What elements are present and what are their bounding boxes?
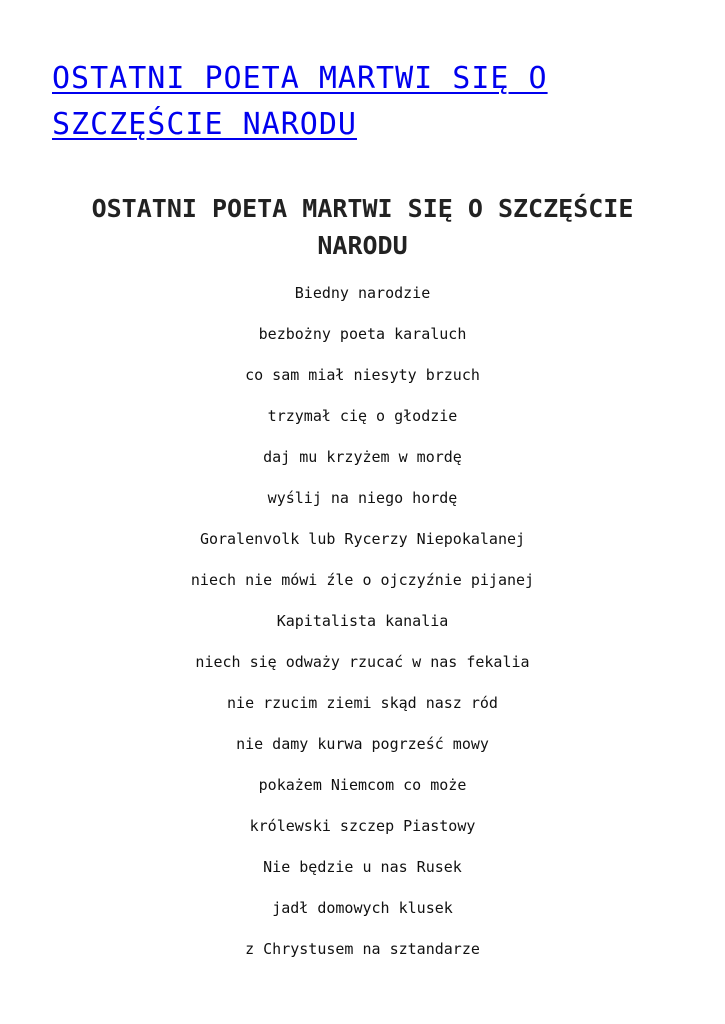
poem-line: jadł domowych klusek — [272, 899, 453, 917]
poem-line: niech nie mówi źle o ojczyźnie pijanej — [190, 571, 535, 589]
poem-line: trzymał cię o głodzie — [267, 407, 458, 425]
poem-line: Goralenvolk lub Rycerzy Niepokalanej — [199, 530, 526, 548]
poem-line: pokażem Niemcom co może — [258, 776, 467, 794]
poem-line: wyślij na niego hordę — [267, 489, 458, 507]
poem-line: Kapitalista kanalia — [276, 612, 449, 630]
page-title — [52, 56, 682, 148]
poem-line: nie damy kurwa pogrześć mowy — [236, 735, 489, 753]
poem-line: bezbożny poeta karaluch — [258, 325, 467, 343]
poem-line: co sam miał niesyty brzuch — [245, 366, 480, 384]
poem-line: z Chrystusem na sztandarze — [245, 940, 480, 958]
poem-line: Nie będzie u nas Rusek — [263, 858, 462, 876]
poem-line: daj mu krzyżem w mordę — [263, 448, 462, 466]
poem-line: Biedny narodzie — [294, 284, 431, 302]
poem-line: królewski szczep Piastowy — [249, 817, 476, 835]
poem-line: niech się odważy rzucać w nas fekalia — [195, 653, 530, 671]
post-title: OSTATNI POETA MARTWI SIĘ O SZCZĘŚCIE NARODU — [91, 194, 634, 260]
poem-line: nie rzucim ziemi skąd nasz ród — [227, 694, 498, 712]
title-link[interactable]: OSTATNI POETA MARTWI SIĘ O SZCZĘŚCIE NARODU — [52, 61, 548, 142]
poem-body — [40, 282, 685, 979]
